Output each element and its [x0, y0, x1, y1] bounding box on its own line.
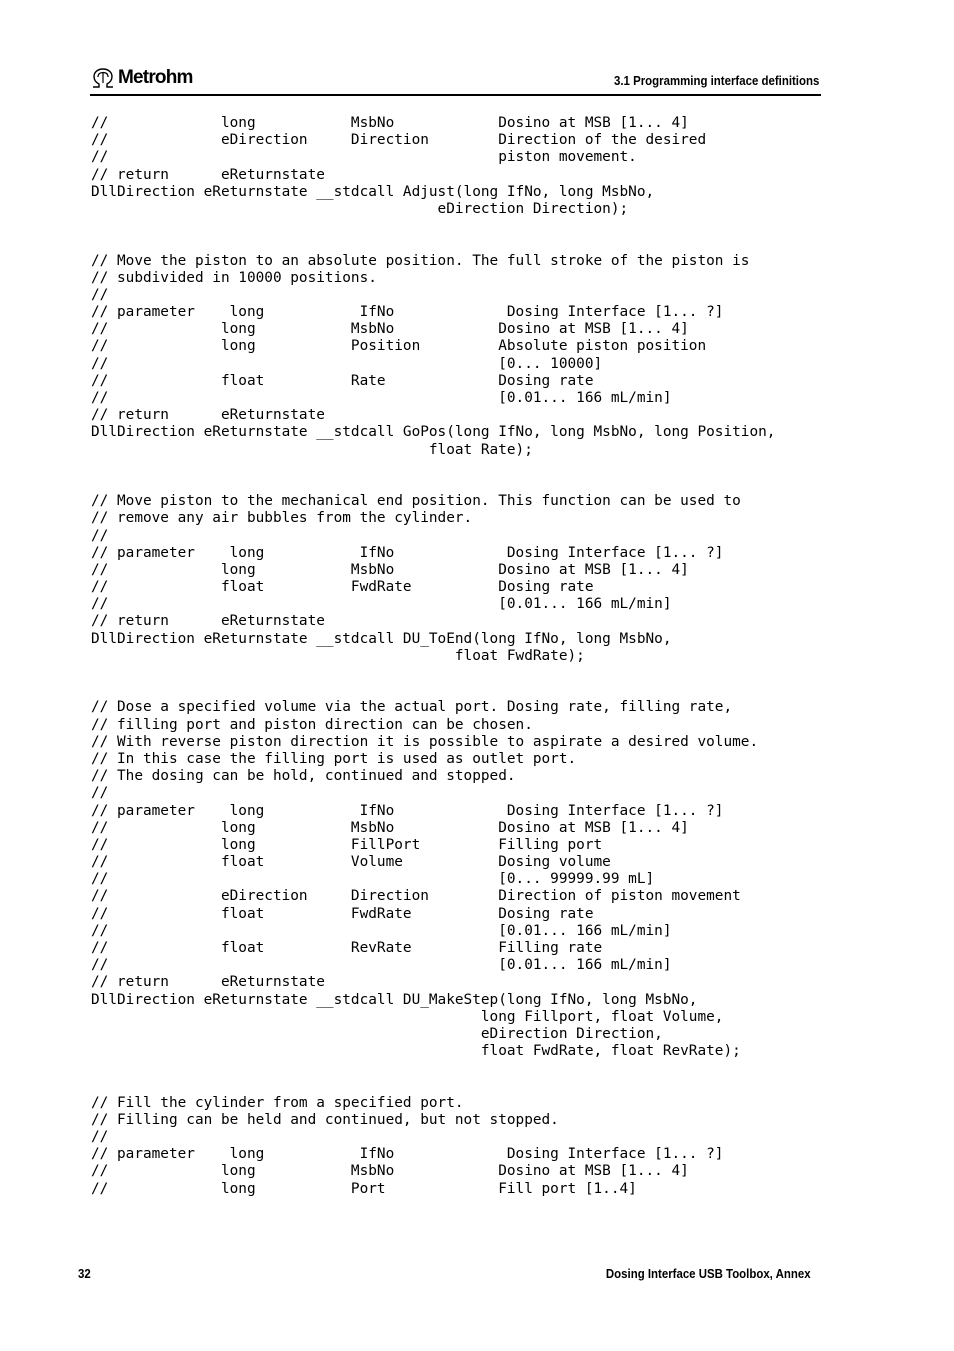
code-line: // long Port Fill port [1..4]	[91, 1180, 637, 1197]
code-line: // return eReturnstate	[91, 166, 325, 183]
code-line: //	[91, 1129, 109, 1146]
document-title: Dosing Interface USB Toolbox, Annex	[606, 1266, 811, 1281]
code-line: // piston movement.	[91, 149, 637, 166]
code-line: // float FwdRate Dosing rate	[91, 905, 594, 922]
code-line: DllDirection eReturnstate __stdcall Adjust(long IfNo, long MsbNo,	[91, 183, 655, 200]
code-line: DllDirection eReturnstate __stdcall GoPos(long IfNo, long MsbNo, long Position,	[91, 424, 776, 441]
code-line: // [0... 99999.99 mL]	[91, 871, 655, 888]
code-line: //	[91, 785, 109, 802]
code-line: eDirection Direction,	[91, 1025, 663, 1042]
code-line: //	[91, 527, 109, 544]
brand-name: Metrohm	[118, 67, 193, 88]
code-line: // long MsbNo Dosino at MSB [1... 4]	[91, 1163, 689, 1180]
code-line	[91, 665, 775, 682]
code-line: // parameter long IfNo Dosing Interface [1... ?]	[91, 304, 724, 321]
code-line: float FwdRate);	[91, 647, 585, 664]
code-line: // long FillPort Filling port	[91, 836, 603, 853]
code-line: // Move piston to the mechanical end position. This function can be used to	[91, 493, 741, 510]
code-line	[91, 218, 775, 235]
code-line: // parameter long IfNo Dosing Interface [1... ?]	[91, 802, 724, 819]
code-line: float Rate);	[91, 441, 533, 458]
code-line	[91, 1060, 775, 1077]
code-line: // filling port and piston direction can be chosen.	[91, 716, 533, 733]
page-header	[90, 66, 821, 96]
code-line: // Dose a specified volume via the actual port. Dosing rate, filling rate,	[91, 699, 733, 716]
code-line: // long MsbNo Dosino at MSB [1... 4]	[91, 115, 689, 131]
code-line: long Fillport, float Volume,	[91, 1008, 724, 1025]
code-line: // The dosing can be hold, continued and stopped.	[91, 768, 516, 785]
code-line: // long MsbNo Dosino at MSB [1... 4]	[91, 819, 689, 836]
code-listing	[91, 115, 775, 1198]
code-line: // float FwdRate Dosing rate	[91, 579, 594, 596]
code-line: DllDirection eReturnstate __stdcall DU_MakeStep(long IfNo, long MsbNo,	[91, 991, 698, 1008]
code-line: //	[91, 286, 109, 303]
code-line: // [0.01... 166 mL/min]	[91, 957, 672, 974]
code-line: // long MsbNo Dosino at MSB [1... 4]	[91, 561, 689, 578]
code-line: // return eReturnstate	[91, 613, 325, 630]
code-line: // With reverse piston direction it is possible to aspirate a desired volume.	[91, 733, 759, 750]
code-line: float FwdRate, float RevRate);	[91, 1043, 741, 1060]
code-line	[91, 235, 775, 252]
code-line	[91, 459, 775, 476]
code-line: // [0.01... 166 mL/min]	[91, 922, 672, 939]
code-line	[91, 476, 775, 493]
code-line: DllDirection eReturnstate __stdcall DU_ToEnd(long IfNo, long MsbNo,	[91, 630, 672, 647]
code-line: // [0.01... 166 mL/min]	[91, 390, 672, 406]
code-line: // Move the piston to an absolute position. The full stroke of the piston is	[91, 252, 750, 269]
code-line: // eDirection Direction Direction of the desired	[91, 132, 707, 149]
code-line: // long MsbNo Dosino at MSB [1... 4]	[91, 321, 689, 338]
code-line: // eDirection Direction Direction of piston movement	[91, 888, 741, 905]
code-line: // float Volume Dosing volume	[91, 854, 611, 871]
page-number: 32	[78, 1266, 91, 1281]
code-line: // In this case the filling port is used as outlet port.	[91, 750, 577, 767]
code-line: // float Rate Dosing rate	[91, 372, 594, 389]
code-line: eDirection Direction);	[91, 200, 629, 217]
code-line: // remove any air bubbles from the cylinder.	[91, 510, 473, 527]
metrohm-omega-icon	[90, 67, 116, 89]
code-line: // [0... 10000]	[91, 355, 603, 372]
code-line	[91, 1078, 775, 1095]
section-title: 3.1 Programming interface definitions	[613, 73, 819, 88]
code-line: // long Position Absolute piston position	[91, 338, 707, 355]
code-line: // Filling can be held and continued, but not stopped.	[91, 1111, 559, 1128]
brand-logo	[90, 66, 193, 90]
code-line: // subdivided in 10000 positions.	[91, 269, 377, 286]
code-line: // parameter long IfNo Dosing Interface [1... ?]	[91, 1146, 724, 1163]
code-line: // return eReturnstate	[91, 407, 325, 424]
code-line: // Fill the cylinder from a specified port.	[91, 1094, 464, 1111]
code-line: // return eReturnstate	[91, 974, 325, 991]
code-line: // parameter long IfNo Dosing Interface [1... ?]	[91, 544, 724, 561]
code-line: // [0.01... 166 mL/min]	[91, 596, 672, 613]
code-line	[91, 682, 775, 699]
code-line: // float RevRate Filling rate	[91, 940, 603, 956]
